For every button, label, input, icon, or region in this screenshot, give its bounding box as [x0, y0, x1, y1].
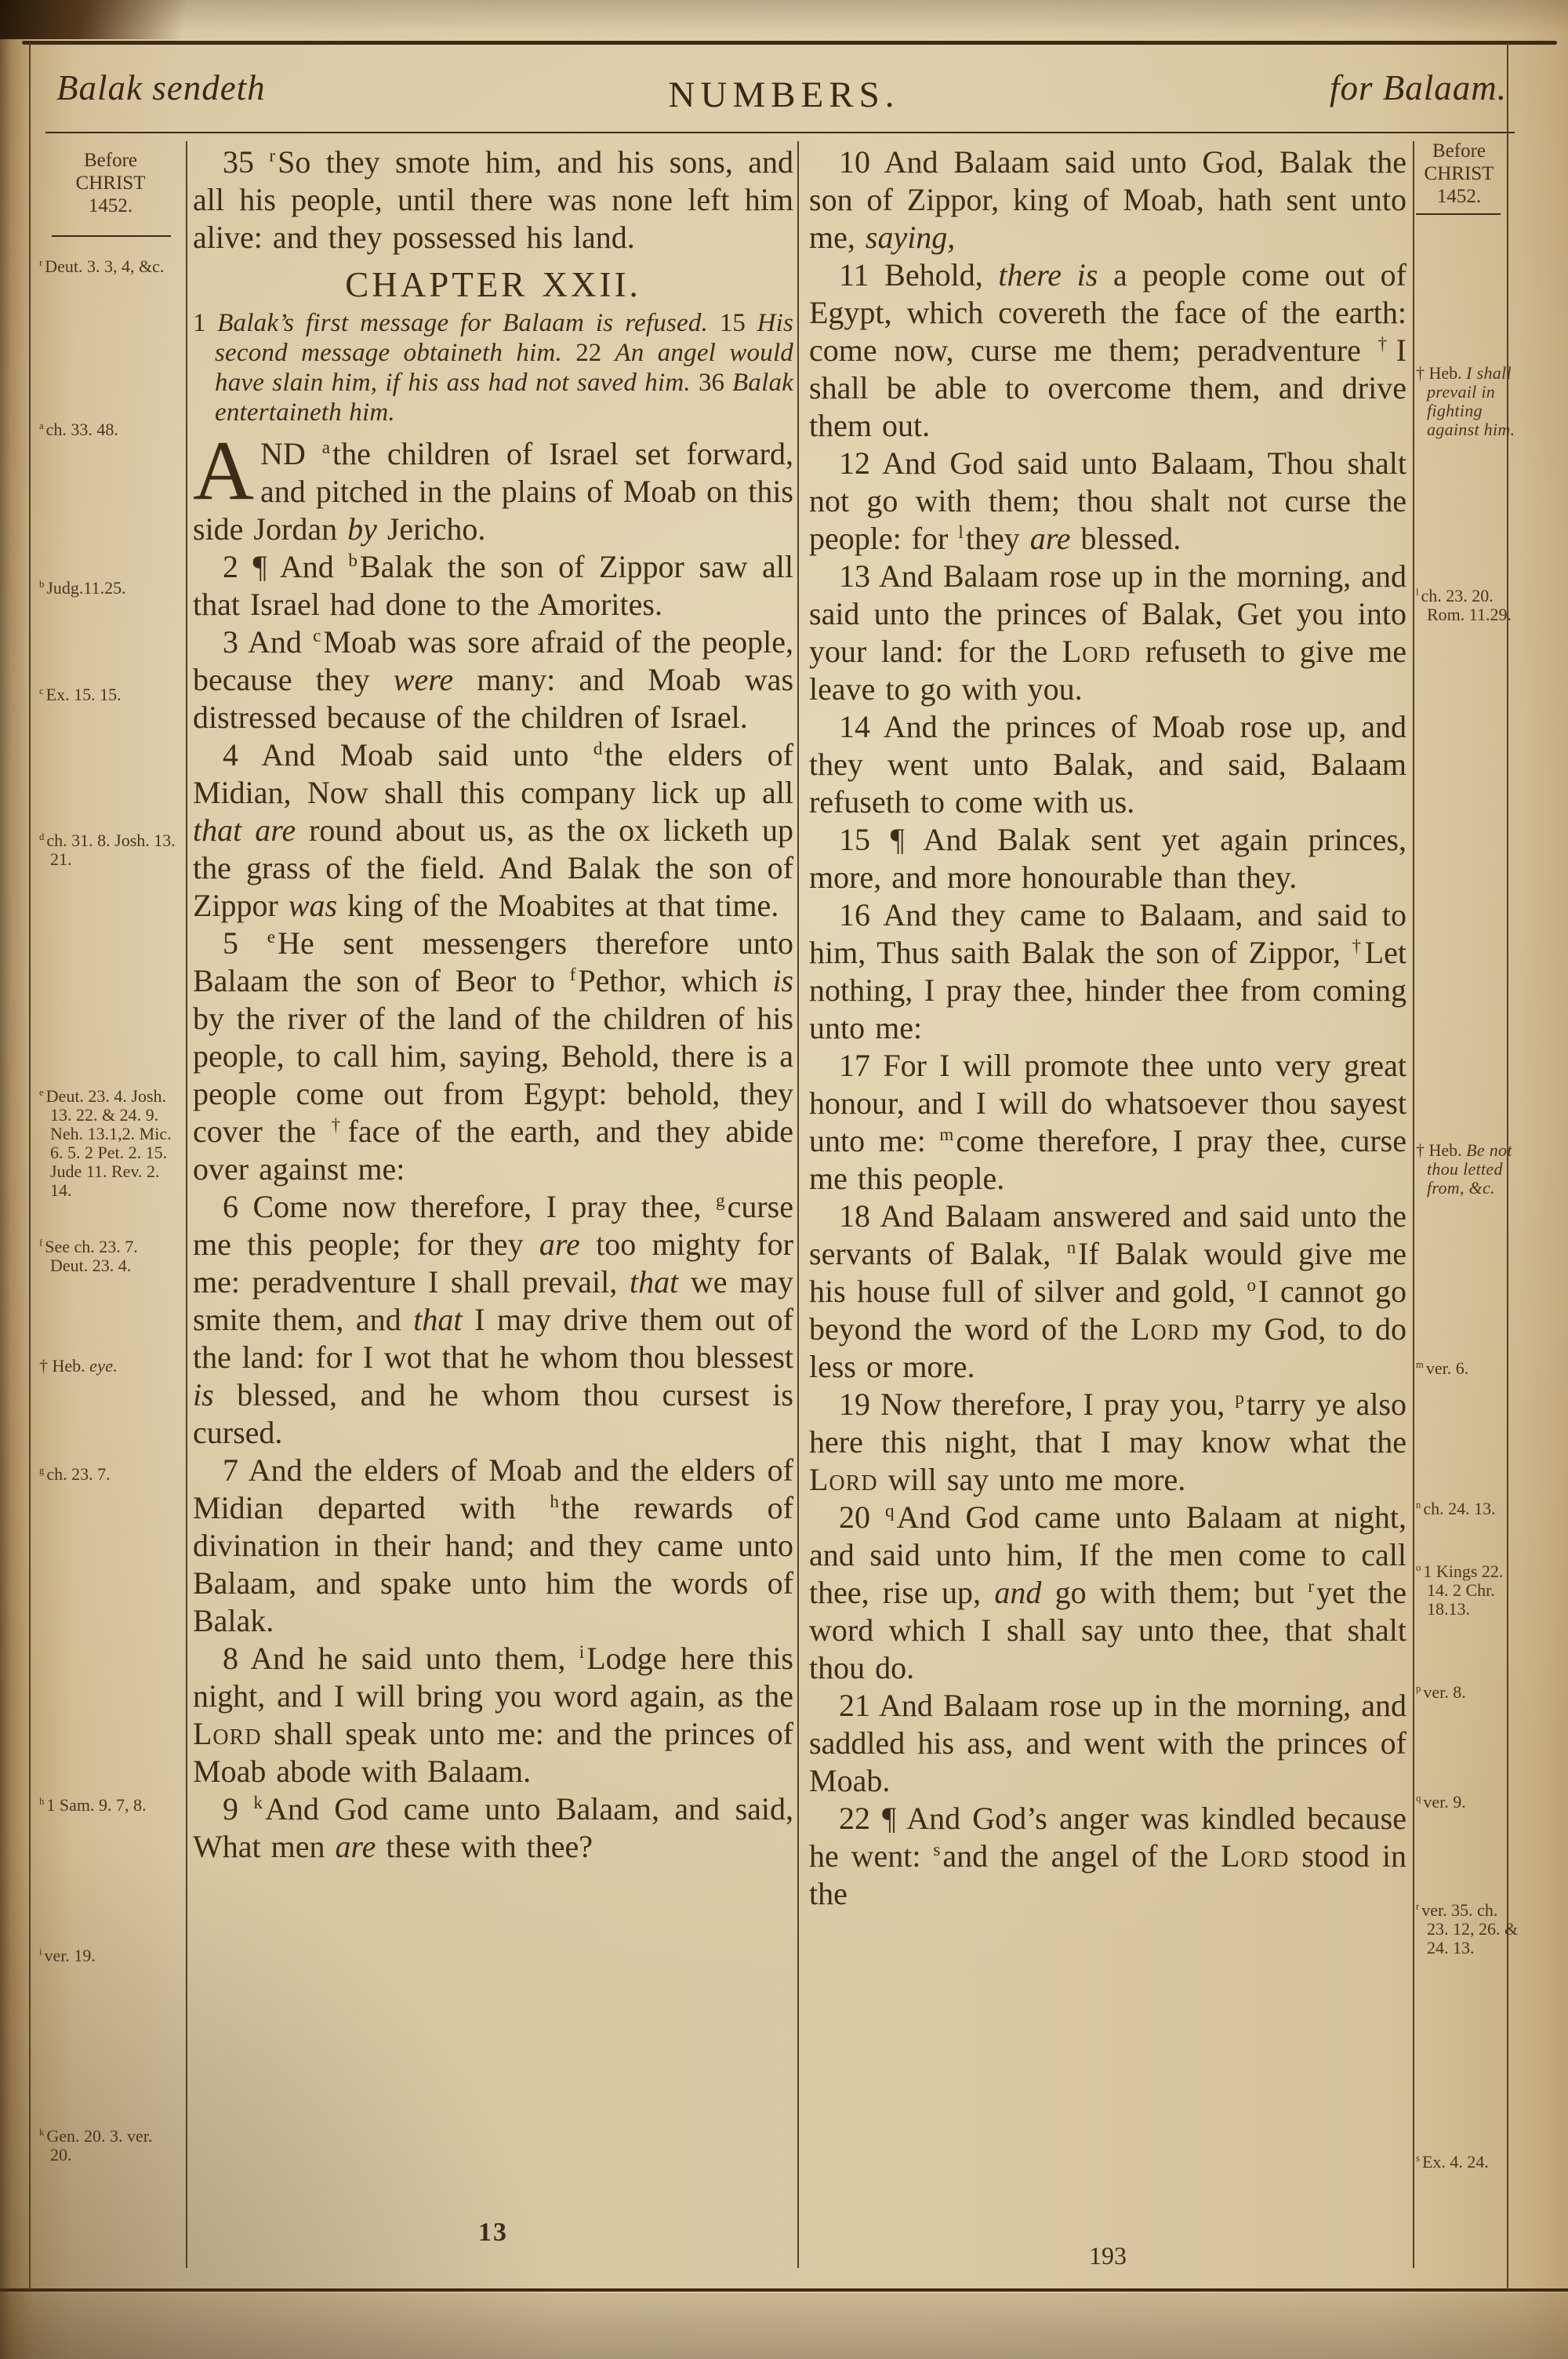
text-run: refuseth to give me leave to go with you.: [809, 634, 1406, 707]
text-run: And God came unto Balaam, and said, What men: [193, 1791, 794, 1864]
italic-text: is: [772, 963, 793, 998]
text-run: He sent messengers therefore unto Balaam the son of Beor to: [193, 925, 794, 998]
text-run: ch. 33. 48.: [45, 420, 118, 439]
right-margin-divider-rule: [1413, 141, 1414, 2268]
verse-ref-mark: h: [39, 1795, 45, 1807]
margin-note: [1416, 1562, 1519, 1619]
text-run: 18 And Balaam answered and said unto the servants of Balak,: [809, 1198, 1406, 1271]
verse-ref-mark: f: [39, 1237, 43, 1249]
verse-8: [193, 1640, 793, 1790]
text-run: 9: [223, 1791, 254, 1826]
verse-ref-mark: s: [1416, 2152, 1420, 2164]
verse-ref-mark: h: [550, 1491, 559, 1512]
verse-10: [809, 144, 1406, 256]
verse-35: [193, 144, 793, 256]
small-caps-lord: Lord: [1131, 1311, 1200, 1347]
verse-ref-mark: m: [1416, 1358, 1424, 1370]
margin-note: [39, 1087, 183, 1200]
chapter-heading: CHAPTER XXII.: [345, 265, 641, 304]
text-run: 22: [575, 339, 615, 367]
text-run: Moab was sore afraid of the people, because they: [193, 624, 793, 697]
left-border-rule: [29, 42, 31, 2290]
text-run: 1 Kings 22. 14. 2 Chr. 18.13.: [1423, 1561, 1504, 1619]
verse-21: [809, 1687, 1406, 1800]
text-run: 16 And they came to Balaam, and said to him, Thus saith Balak the son of Zippor,: [809, 897, 1406, 970]
text-run: 12 And God said unto Balaam, Thou shalt not go with them; thou shalt not curse the people: for: [809, 445, 1406, 556]
before-christ-line: Before: [1432, 140, 1486, 162]
margin-note: [39, 1238, 176, 1275]
margin-note: [39, 257, 193, 276]
text-run: Deut. 3. 3, 4, &c.: [45, 256, 165, 276]
text-run: many: and Moab was distressed because of the children of Israel.: [193, 662, 794, 735]
text-run: by the river of the land of the children of his people, to call him, saying, Behold, there is a people come out from Egypt: behold, they cover the: [193, 1001, 793, 1149]
verse-ref-mark: k: [253, 1792, 263, 1813]
verse-18: [809, 1198, 1406, 1386]
margin-note: [39, 685, 193, 704]
verse-ref-mark: i: [39, 1946, 42, 1957]
text-run: Jericho.: [376, 511, 486, 547]
text-run: and the angel of the: [942, 1838, 1221, 1874]
text-run: ver. 6.: [1425, 1358, 1469, 1378]
text-run: 8 And he said unto them,: [223, 1641, 579, 1676]
verse-ref-mark: d: [39, 831, 45, 842]
text-run: I may drive them out of the land: for I wot that he whom thou blessest: [193, 1302, 793, 1375]
verse-16: [809, 896, 1406, 1047]
text-run: they: [965, 521, 1030, 556]
text-run: 1 Sam. 9. 7, 8.: [46, 1795, 147, 1815]
verse-ref-mark: k: [39, 2126, 45, 2138]
verse-ref-mark: l: [958, 522, 964, 543]
right-text-column: [809, 144, 1406, 1913]
before-christ-line: 1452.: [1436, 186, 1482, 207]
italic-text: are: [335, 1829, 376, 1864]
margin-note: [39, 1796, 176, 1815]
text-run: ch. 24. 13.: [1423, 1499, 1496, 1518]
header-divider-rule: [45, 132, 1515, 133]
text-run: Lodge here this night, and I will bring you word again, as the: [193, 1641, 793, 1714]
italic-text: there is: [998, 257, 1098, 293]
verse-ref-mark: i: [579, 1641, 585, 1663]
text-run: ver. 35. ch. 23. 12, 26. & 24. 13.: [1421, 1900, 1519, 1957]
italic-text: are: [1029, 521, 1071, 556]
text-run: ch. 23. 7.: [46, 1464, 111, 1484]
text-run: Ex. 15. 15.: [45, 685, 122, 704]
verse-ref-mark: e: [267, 926, 276, 947]
verse-1: [193, 424, 793, 548]
verse-ref-mark: b: [39, 578, 45, 590]
text-run: And God came unto Balaam at night, and said unto him, If the men come to call thee, rise up,: [809, 1499, 1406, 1610]
verse-ref-mark: g: [39, 1464, 45, 1476]
text-run: stood in the: [809, 1838, 1407, 1911]
page-bottom-edge-shading: [0, 2293, 1568, 2359]
margin-note: [39, 1357, 193, 1376]
italic-text: saying,: [865, 220, 956, 255]
text-run: shall speak unto me: and the princes of Moab abode with Balaam.: [193, 1716, 793, 1789]
verse-ref-mark: e: [39, 1086, 44, 1098]
chapter-summary: [193, 308, 793, 427]
before-christ-line: 1452.: [88, 195, 133, 216]
verse-ref-mark: r: [1308, 1576, 1314, 1597]
margin-note: [1416, 1683, 1521, 1702]
verse-ref-mark: o: [1247, 1274, 1256, 1296]
text-run: the children of Israel set forward, and pitched in the plains of Moab on this side Jordan: [193, 436, 793, 547]
verse-ref-mark: p: [1235, 1387, 1244, 1408]
verse-11: [809, 256, 1406, 445]
text-run: 15: [719, 309, 757, 337]
text-run: 5: [223, 925, 267, 961]
binding-corner-shadow: [0, 0, 235, 39]
verse-ref-mark: r: [269, 145, 276, 166]
before-christ-rule-right: [1416, 213, 1501, 215]
text-run: face of the earth, and they abide over against me:: [193, 1114, 793, 1187]
small-caps-lord: Lord: [1062, 634, 1131, 669]
center-column-divider-rule: [797, 141, 799, 2268]
text-run: 3 And: [223, 624, 314, 660]
italic-text: Balak entertaineth him.: [215, 369, 793, 427]
bottom-border-rule: [0, 2288, 1568, 2292]
verse-ref-mark: g: [716, 1190, 725, 1211]
italic-text: that are: [193, 812, 296, 848]
text-run: a people come out of Egypt, which covereth the face of the earth: come now, curse me them; peradventure: [809, 257, 1406, 368]
verse-ref-mark: n: [1066, 1237, 1076, 1258]
verse-12: [809, 445, 1406, 558]
margin-note: [39, 1465, 193, 1484]
text-run: ver. 19.: [44, 1946, 96, 1965]
verse-ref-mark: m: [939, 1124, 954, 1145]
verse-5: [193, 925, 793, 1188]
text-run: I cannot go beyond the word of the: [809, 1274, 1406, 1347]
text-run: 14 And the princes of Moab rose up, and they went unto Balak, and said, Balaam refuseth to come with us.: [809, 709, 1406, 820]
text-run: yet the word which I shall say unto thee, that shalt thou do.: [809, 1575, 1407, 1685]
italic-text: An angel would have slain him, if his ass had not saved him.: [215, 339, 794, 397]
text-run: king of the Moabites at that time.: [337, 888, 779, 923]
text-run: tarry ye also here this night, that I may know what the: [809, 1387, 1406, 1459]
verse-13: [809, 558, 1406, 708]
verse-7: [193, 1452, 793, 1640]
verse-ref-mark: a: [39, 420, 44, 431]
margin-note: [1416, 1499, 1521, 1518]
before-christ-date-right: [1411, 140, 1507, 208]
text-run: Ex. 4. 24.: [1421, 2152, 1489, 2172]
small-caps-lord: Lord: [1220, 1838, 1290, 1874]
margin-note: [1416, 2153, 1521, 2172]
verse-15: [809, 821, 1406, 896]
text-run: 19 Now therefore, I pray you,: [839, 1387, 1236, 1422]
text-run: 36: [699, 369, 733, 397]
margin-note: [1416, 1141, 1518, 1198]
verse-4: [193, 736, 793, 925]
verse-20: [809, 1499, 1406, 1687]
verse-6: [193, 1188, 793, 1452]
text-run: Pethor, which: [578, 963, 773, 998]
text-run: Deut. 23. 4. Josh. 13. 22. & 24. 9. Neh. 13.1,2. Mic. 6. 5. 2 Pet. 2. 15. Jude 11. Rev. 2. 14.: [45, 1086, 172, 1200]
text-run: 22 ¶ And God’s anger was kindled because he went:: [809, 1801, 1406, 1874]
text-run: round about us, as the ox licketh up the grass of the field. And Balak the son of Zippor: [193, 812, 793, 923]
text-run: † Heb.: [1416, 1140, 1467, 1160]
text-run: 2 ¶ And: [223, 549, 349, 584]
before-christ-date-left: [44, 149, 177, 217]
verse-ref-mark: o: [1416, 1561, 1421, 1573]
text-run: blessed.: [1070, 521, 1181, 556]
left-text-column: [193, 144, 793, 1866]
text-run: 17 For I will promote thee unto very great honour, and I will do whatsoever thou sayest unto me:: [809, 1048, 1406, 1158]
text-run: 11 Behold,: [839, 257, 999, 293]
text-run: the elders of Midian, Now shall this company lick up all: [193, 737, 794, 810]
margin-note: [39, 579, 193, 598]
margin-note: [39, 1946, 193, 1965]
text-run: come therefore, I pray thee, curse me this people.: [809, 1123, 1406, 1196]
text-run: blessed, and he whom thou cursest is cursed.: [193, 1377, 793, 1450]
verse-ref-mark: r: [1416, 1900, 1420, 1912]
italic-text: Balak’s first message for Balaam is refused.: [217, 309, 720, 337]
verse-ref-mark: p: [1416, 1682, 1421, 1694]
verse-22: [809, 1800, 1406, 1913]
italic-text: eye.: [89, 1356, 118, 1376]
page-number: 193: [1089, 2241, 1127, 2270]
text-run: 21 And Balaam rose up in the morning, and saddled his ass, and went with the princes of Moab.: [809, 1688, 1406, 1798]
text-run: So they smote him, and his sons, and all his people, until there was none left him alive: and they possessed his land.: [193, 144, 793, 255]
italic-text: is: [193, 1377, 214, 1412]
running-head-left: Balak sendeth: [56, 68, 266, 107]
text-run: † Heb.: [1416, 363, 1467, 383]
margin-note: [39, 420, 193, 439]
page-top-edge-shading: [0, 0, 1568, 41]
verse-ref-mark: †: [1352, 936, 1363, 957]
verse-ref-mark: b: [348, 550, 358, 571]
running-head-right: for Balaam.: [1329, 68, 1507, 107]
italic-text: are: [539, 1227, 580, 1262]
text-run: 1: [193, 309, 218, 337]
text-run: 20: [839, 1499, 885, 1535]
text-run: Judg.11.25.: [46, 578, 126, 598]
small-caps-lord: Lord: [193, 1716, 262, 1751]
text-run: ver. 8.: [1423, 1682, 1466, 1702]
text-run: ver. 9.: [1423, 1792, 1466, 1812]
text-run: 15 ¶ And Balak sent yet again princes, more, and more honourable than they.: [809, 822, 1406, 895]
text-run: my God, to do less or more.: [809, 1311, 1406, 1384]
margin-note: [1416, 1359, 1521, 1378]
italic-text: that: [629, 1264, 679, 1299]
italic-text: I shall prevail in fighting against him.: [1427, 363, 1515, 439]
verse-ref-mark: c: [313, 625, 321, 646]
verse-ref-mark: q: [1416, 1792, 1421, 1804]
text-run: these with thee?: [376, 1829, 593, 1864]
italic-text: were: [393, 662, 454, 697]
text-run: 10 And Balaam said unto God, Balak the son of Zippor, king of Moab, hath sent unto me,: [809, 144, 1406, 255]
before-christ-line: CHRIST: [75, 173, 146, 194]
verse-ref-mark: c: [39, 685, 44, 696]
text-run: I shall be able to overcome them, and drive them out.: [809, 333, 1406, 443]
text-run: See ch. 23. 7. Deut. 23. 4.: [45, 1237, 138, 1275]
margin-note: [1416, 587, 1521, 624]
text-run: 35: [223, 144, 270, 180]
text-run: Let nothing, I pray thee, hinder thee from coming unto me:: [809, 935, 1407, 1045]
text-run: curse me this people; for they: [193, 1189, 793, 1262]
verse-14: [809, 708, 1406, 821]
verse-19: [809, 1386, 1406, 1499]
verse-ref-mark: q: [884, 1500, 895, 1521]
text-run: 13 And Balaam rose up in the morning, and said unto the princes of Balak, Get you into your land: for the: [809, 558, 1406, 669]
before-christ-line: CHRIST: [1424, 163, 1494, 184]
text-run: go with them; but: [1041, 1575, 1308, 1610]
text-run: too mighty for me: peradventure I shall prevail,: [193, 1227, 793, 1299]
italic-text: Be not thou letted from, &c.: [1427, 1140, 1512, 1198]
text-run: the rewards of divination in their hand; and they came unto Balaam, and spake unto him the words of Balak.: [193, 1490, 793, 1638]
verse-ref-mark: †: [331, 1114, 346, 1136]
top-border-rule: [22, 41, 1557, 45]
before-christ-line: Before: [83, 150, 138, 171]
small-caps-lord: Lord: [809, 1462, 878, 1497]
text-run: Gen. 20. 3. ver. 20.: [46, 2126, 153, 2165]
text-run: Balak the son of Zippor saw all that Israel had done to the Amorites.: [193, 549, 794, 622]
italic-text: and: [994, 1575, 1042, 1610]
text-run: 6 Come now therefore, I pray thee,: [223, 1189, 716, 1224]
text-run: ch. 31. 8. Josh. 13. 21.: [46, 831, 176, 869]
verse-ref-mark: r: [39, 256, 43, 268]
text-run: If Balak would give me his house full of silver and gold,: [809, 1236, 1406, 1309]
italic-text: by: [347, 511, 377, 547]
book-title: NUMBERS.: [668, 75, 900, 115]
drop-cap: A: [193, 424, 254, 518]
italic-text: was: [288, 888, 338, 923]
before-christ-rule-left: [52, 235, 171, 237]
italic-text: His second message obtaineth him.: [215, 309, 794, 367]
text-run: 7 And the elders of Moab and the elders of Midian departed with: [193, 1452, 793, 1525]
text-run: we may smite them, and: [193, 1264, 794, 1337]
text-run: ch. 23. 20. Rom. 11.29.: [1421, 586, 1512, 624]
verse-2: [193, 548, 793, 623]
verse-ref-mark: f: [569, 964, 576, 985]
margin-note: [1416, 364, 1521, 439]
margin-note: [39, 2127, 176, 2165]
italic-text: that: [413, 1302, 463, 1337]
verse-3: [193, 623, 793, 736]
verse-ref-mark: n: [1416, 1499, 1421, 1510]
verse-17: [809, 1047, 1406, 1198]
verse-ref-mark: †: [1377, 333, 1394, 354]
text-run: will say unto me more.: [877, 1462, 1186, 1497]
margin-note: [1416, 1901, 1521, 1957]
verse-ref-mark: d: [593, 738, 603, 759]
verse-ref-mark: a: [321, 437, 331, 458]
text-run: ND: [260, 436, 322, 471]
text-run: 4 And Moab said unto: [223, 737, 593, 772]
verse-ref-mark: s: [933, 1839, 941, 1860]
margin-note: [1416, 1793, 1521, 1812]
verse-ref-mark: l: [1416, 586, 1419, 598]
verse-9: [193, 1790, 793, 1866]
margin-note: [39, 831, 183, 869]
signature-mark: 13: [478, 2218, 508, 2247]
text-run: † Heb.: [39, 1356, 90, 1376]
